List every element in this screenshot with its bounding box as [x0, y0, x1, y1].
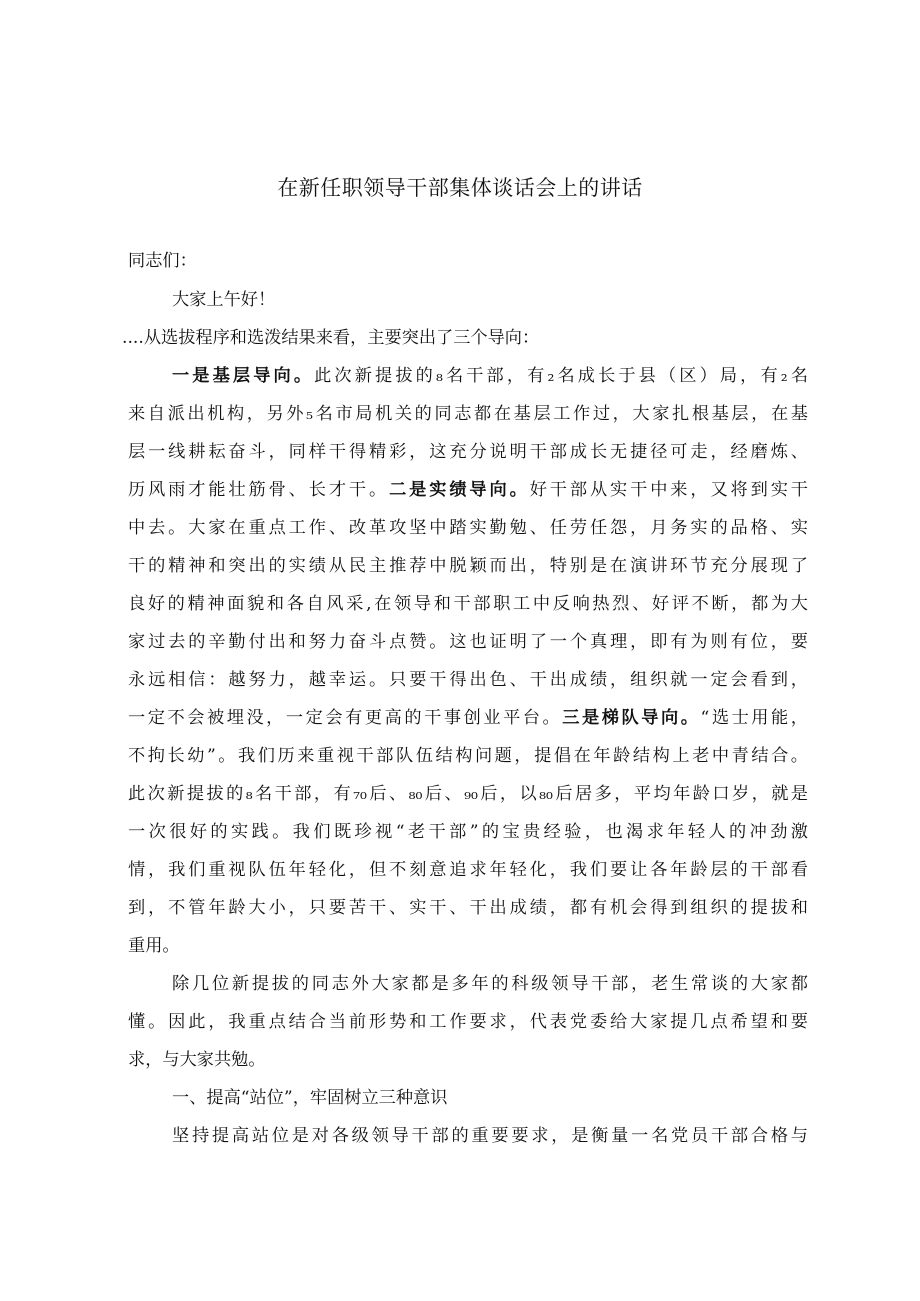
paragraph-line: 历风雨才能壮筋骨、长才干。二是实绩导向。好干部从实干中来，又将到实干	[128, 480, 808, 500]
salutation: 同志们：	[128, 251, 197, 271]
document-title: 在新任职领导干部集体谈话会上的讲话	[277, 176, 643, 200]
paragraph-line: 来自派出机构，另外₅名市局机关的同志都在基层工作过，大家扎根基层，在基	[128, 404, 808, 424]
paragraph-line: 到，不管年龄大小，只要苦干、实干、干出成绩，都有机会得到组织的提拔和	[128, 898, 808, 918]
paragraph-line: 永远相信：越努力，越幸运。只要干得出色、干出成绩，组织就一定会看到，	[128, 670, 808, 690]
paragraph-line: 中去。大家在重点工作、改革攻坚中踏实勤勉、任劳任怨，月务实的品格、实	[128, 518, 808, 538]
paragraph-line: 一是基层导向。此次新提拔的₈名干部，有₂名成长于县（区）局，有₂名	[172, 366, 808, 386]
paragraph-line: 一定不会被埋没，一定会有更高的干事创业平台。三是梯队导向。“选士用能，	[128, 708, 808, 728]
intro-line: ....从选拔程序和选泼结果来看，主要突出了三个导向：	[122, 328, 540, 348]
paragraph-line: 重用。	[128, 936, 180, 956]
paragraph-line: 懂。因此，我重点结合当前形势和工作要求，代表党委给大家提几点希望和要	[128, 1012, 808, 1032]
paragraph-line: 家过去的辛勤付出和努力奋斗点赞。这也证明了一个真理，即有为则有位，要	[128, 632, 808, 652]
paragraph-line: 一次很好的实践。我们既珍视“老干部”的宝贵经验，也渴求年轻人的冲劲激	[128, 822, 808, 842]
greeting: 大家上午好！	[172, 290, 276, 310]
paragraph-line: 不拘长幼”。我们历来重视干部队伍结构问题，提倡在年龄结构上老中青结合。	[128, 746, 808, 766]
paragraph-line: 除几位新提拔的同志外大家都是多年的科级领导干部，老生常谈的大家都	[172, 974, 808, 994]
paragraph-line: 良好的精神面貌和各自风采,在领导和干部职工中反响热烈、好评不断，都为大	[128, 594, 808, 614]
bold-heading: 二是实绩导向。	[389, 480, 530, 500]
paragraph-line: 此次新提拔的₈名干部，有₇₀后、₈₀后、₉₀后，以₈₀后居多，平均年龄口岁，就是	[128, 784, 808, 804]
bold-heading: 一是基层导向。	[172, 366, 315, 386]
paragraph-line: 坚持提高站位是对各级领导干部的重要要求，是衡量一名党员干部合格与	[172, 1126, 808, 1146]
section-heading: 一、提高“站位”，牢固树立三种意识	[172, 1088, 448, 1108]
bold-heading: 三是梯队导向。	[562, 708, 701, 728]
paragraph-line: 求，与大家共勉。	[128, 1050, 266, 1070]
paragraph-line: 干的精神和突出的实绩从民主推荐中脱颖而出，特别是在演讲环节充分展现了	[128, 556, 808, 576]
paragraph-line: 层一线耕耘奋斗，同样干得精彩，这充分说明干部成长无捷径可走，经磨炼、	[128, 442, 808, 462]
paragraph-line: 情，我们重视队伍年轻化，但不刻意追求年轻化，我们要让各年龄层的干部看	[128, 860, 808, 880]
